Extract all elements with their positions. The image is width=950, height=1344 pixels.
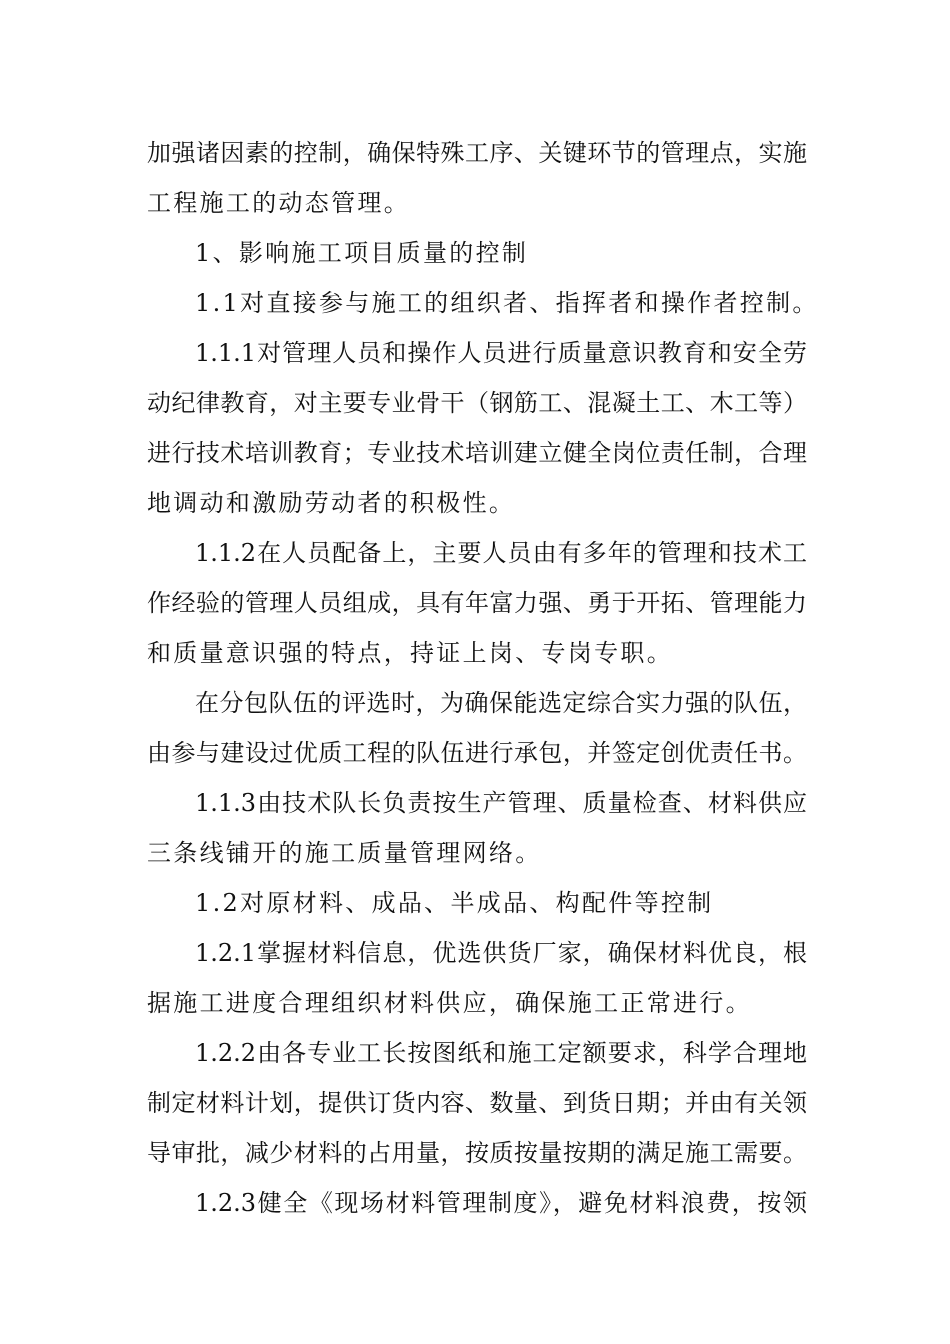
- paragraph-line: 动纪律教育，对主要专业骨干（钢筋工、混凝土工、木工等）: [147, 389, 807, 417]
- paragraph-line: 1.1.2在人员配备上，主要人员由有多年的管理和技术工: [195, 539, 807, 567]
- subsection-heading: 1.2对原材料、成品、半成品、构配件等控制: [195, 889, 714, 917]
- paragraph-line: 作经验的管理人员组成，具有年富力强、勇于开拓、管理能力: [147, 589, 807, 617]
- section-heading: 1、影响施工项目质量的控制: [195, 239, 529, 267]
- paragraph-line: 1.2.3健全《现场材料管理制度》，避免材料浪费，按领: [195, 1189, 807, 1217]
- paragraph-line: 1.2.1掌握材料信息，优选供货厂家，确保材料优良，根: [195, 939, 807, 967]
- paragraph-line: 据施工进度合理组织材料供应，确保施工正常进行。: [147, 989, 752, 1017]
- paragraph-line: 1.1.3由技术队长负责按生产管理、质量检查、材料供应: [195, 789, 807, 817]
- paragraph-line: 加强诸因素的控制，确保特殊工序、关键环节的管理点，实施: [147, 139, 807, 167]
- paragraph-line: 和质量意识强的特点，持证上岗、专岗专职。: [147, 639, 673, 667]
- paragraph-line: 工程施工的动态管理。: [147, 189, 410, 217]
- paragraph-line: 制定材料计划，提供订货内容、数量、到货日期；并由有关领: [147, 1089, 807, 1117]
- paragraph-line: 1.1.1对管理人员和操作人员进行质量意识教育和安全劳: [195, 339, 807, 367]
- subsection-heading: 1.1对直接参与施工的组织者、指挥者和操作者控制。: [195, 289, 819, 317]
- paragraph-line: 1.2.2由各专业工长按图纸和施工定额要求，科学合理地: [195, 1039, 807, 1067]
- paragraph-line: 三条线铺开的施工质量管理网络。: [147, 839, 542, 867]
- paragraph-line: 导审批，减少材料的占用量，按质按量按期的满足施工需要。: [147, 1139, 807, 1167]
- paragraph-line: 由参与建设过优质工程的队伍进行承包，并签定创优责任书。: [147, 739, 807, 767]
- paragraph-line: 地调动和激励劳动者的积极性。: [147, 489, 516, 517]
- paragraph-line: 在分包队伍的评选时，为确保能选定综合实力强的队伍，: [195, 689, 807, 717]
- paragraph-line: 进行技术培训教育；专业技术培训建立健全岗位责任制，合理: [147, 439, 807, 467]
